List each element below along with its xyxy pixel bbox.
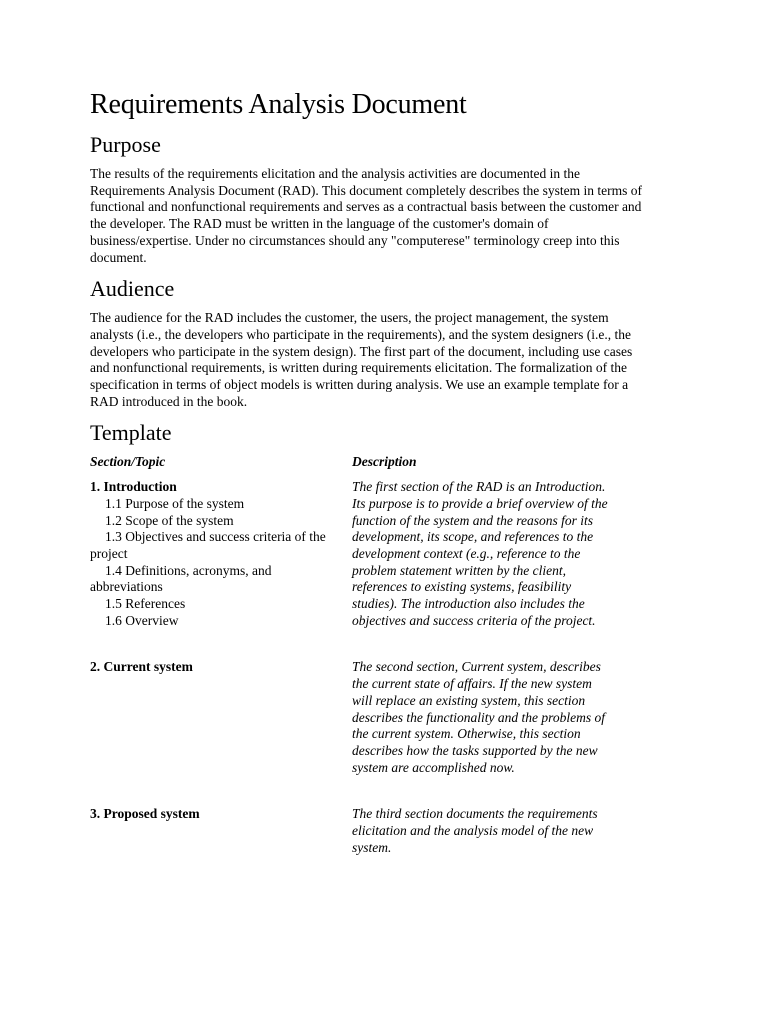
document-title: Requirements Analysis Document: [90, 89, 467, 120]
description-cell: The third section documents the requirements elicitation and the analysis model of the new system.: [352, 806, 598, 855]
section-cell: [90, 479, 352, 629]
table-row-current-system: [90, 659, 650, 776]
subsection-item: 1.3 Objectives and success criteria of the project: [90, 529, 326, 561]
section-cell: [90, 806, 352, 856]
description-cell: The first section of the RAD is an Introduction. Its purpose is to provide a brief overview of the function of the system and the reasons for its development, its scope, and references to the development context (e.g., reference to the problem statement written by the client, references to existing systems, feasibility studies). The introduction also includes the objectives and success criteria of the project.: [352, 479, 608, 628]
subsection-item: 1.5 References: [105, 596, 186, 612]
table-row-introduction: [90, 479, 650, 629]
subsection-item: 1.1 Purpose of the system: [105, 495, 245, 511]
description-cell: The second section, Current system, describes the current state of affairs. If the new system will replace an existing system, this section describes the functionality and the problems of the current system. Otherwise, this section describes how the tasks supported by the new system are accomplished now.: [352, 659, 605, 775]
audience-text: The audience for the RAD includes the customer, the users, the project management, the system analysts (i.e., the developers who participate in the requirements), and the system designers (i.e., the developers who participate in the system design). The first part of the document, including use cases and nonfunctional requirements, is written during requirements elicitation. The formalization of the specification in terms of object models is written during analysis. We use an example template for a RAD introduced in the book.: [90, 310, 633, 409]
column-header-section: Section/Topic: [90, 454, 166, 470]
table-row-proposed-system: [90, 806, 650, 856]
template-heading: Template: [90, 420, 172, 446]
purpose-text: The results of the requirements elicitation and the analysis activities are documented in the Requirements Analysis Document (RAD). This document completely describes the system in terms of functional and nonfunctional requirements and serves as a contractual basis between the customer and the developer. The RAD must be written in the language of the customer's domain of business/expertise. Under no circumstances should any "computerese" terminology creep into this document.: [90, 166, 643, 265]
table-header: [90, 454, 650, 471]
template-table: [90, 454, 650, 856]
section-title: 2. Current system: [90, 659, 193, 675]
subsection-item: 1.2 Scope of the system: [105, 512, 234, 528]
audience-heading: Audience: [90, 276, 175, 302]
section-cell: [90, 659, 352, 776]
section-title: 3. Proposed system: [90, 806, 200, 822]
section-title: 1. Introduction: [90, 479, 177, 495]
subsection-item: 1.6 Overview: [105, 612, 179, 628]
document-page: [90, 88, 650, 887]
column-header-description: Description: [352, 454, 417, 470]
purpose-heading: Purpose: [90, 132, 161, 157]
subsection-item: 1.4 Definitions, acronyms, and abbreviations: [90, 562, 272, 595]
